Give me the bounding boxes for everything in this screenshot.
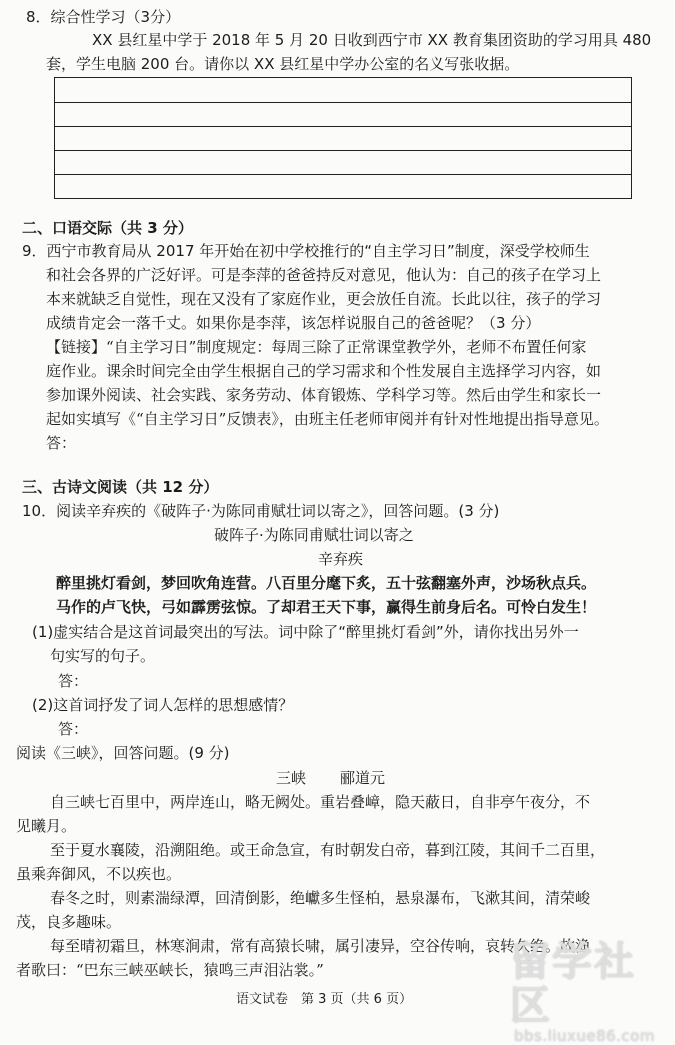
poem-author: 辛弃疾 [318, 550, 364, 568]
section-2-heading: 二、口语交际（共 3 分） [22, 219, 193, 237]
sub-question-1-answer-label: 答： [58, 672, 89, 690]
question-10-prompt: 10．阅读辛弃疾的《破阵子·为陈同甫赋壮词以寄之》，回答问题。(3 分) [22, 502, 500, 520]
poem-title: 破阵子·为陈同甫赋壮词以寄之 [214, 526, 414, 544]
sanxia-paragraph-line: 茂，良多趣味。 [16, 913, 122, 931]
sanxia-paragraph-line: 虽乘奔御风，不以疾也。 [16, 865, 182, 883]
answer-rule-line [55, 126, 631, 127]
sanxia-paragraph-line: 每至晴初霜旦，林寒涧肃，常有高猿长啸，属引凄异，空谷传响，哀转久绝。故渔 [50, 937, 591, 955]
section-3-heading: 三、古诗文阅读（共 12 分） [22, 478, 219, 496]
link-note-line: 【链接】“自主学习日”制度规定：每周三除了正常课堂教学外，老师不布置任何家 [46, 338, 587, 356]
sanxia-title: 三峡 [276, 769, 307, 787]
link-note-line: 庭作业。课余时间完全由学生根据自己的学习需求和个性发展自主选择学习内容，如 [46, 362, 602, 380]
answer-rule-line [55, 150, 631, 151]
sanxia-paragraph-line: 者歌曰：“巴东三峡巫峡长，猿鸣三声泪沾裳。” [16, 961, 324, 979]
sub-question-1-line: 句实写的句子。 [50, 647, 156, 665]
sanxia-prompt: 阅读《三峡》，回答问题。(9 分) [16, 744, 230, 762]
link-note-line: 起如实填写《“自主学习日”反馈表》，由班主任老师审阅并有针对性地提出指导意见。 [46, 410, 609, 428]
sub-question-1-line: (1)虚实结合是这首词最突出的写法。词中除了“醉里挑灯看剑”外，请你找出另外一 [32, 623, 579, 641]
sanxia-paragraph-line: 至于夏水襄陵，沿溯阻绝。或王命急宣，有时朝发白帝，暮到江陵，其间千二百里， [50, 841, 606, 859]
question-9-line: 本来就缺乏自觉性，现在又没有了家庭作业，更会放任自流。长此以往，孩子的学习 [46, 290, 602, 308]
question-8-text-line-2: 套，学生电脑 200 台。请你以 XX 县红星中学办公室的名义写张收据。 [46, 55, 520, 73]
answer-rule-line [55, 174, 631, 175]
watermark-logo: 留学社区 [510, 939, 636, 1029]
sanxia-author: 郦道元 [340, 769, 386, 787]
sanxia-paragraph-line: 见曦月。 [16, 817, 77, 835]
page-footer: 语文试卷 第 3 页（共 6 页） [236, 992, 413, 1007]
sub-question-2: (2)这首词抒发了词人怎样的思想感情？ [32, 696, 294, 714]
sanxia-paragraph-line: 自三峡七百里中，两岸连山，略无阙处。重岩叠嶂，隐天蔽日，自非亭午夜分，不 [50, 793, 591, 811]
poem-line: 马作的卢飞快，弓如霹雳弦惊。了却君王天下事，赢得生前身后名。可怜白发生！ [56, 598, 597, 616]
receipt-answer-box[interactable] [54, 77, 632, 199]
watermark-url: bbs.liuxue86.com [514, 1027, 655, 1045]
question-9-line: 9．西宁市教育局从 2017 年开始在初中学校推行的“自主学习日”制度，深受学校师生 [22, 242, 590, 260]
sub-question-2-answer-label: 答： [58, 720, 89, 738]
link-note-line: 参加课外阅读、社会实践、家务劳动、体育锻炼、学科学习等。然后由学生和家长一 [46, 386, 602, 404]
poem-line: 醉里挑灯看剑，梦回吹角连营。八百里分麾下炙，五十弦翻塞外声，沙场秋点兵。 [56, 574, 597, 592]
question-8-title: 8．综合性学习（3分） [26, 8, 181, 26]
sanxia-paragraph-line: 春冬之时，则素湍绿潭，回清倒影，绝巘多生怪柏，悬泉瀑布，飞漱其间，清荣峻 [50, 889, 591, 907]
question-8-text-line-1: XX 县红星中学于 2018 年 5 月 20 日收到西宁市 XX 教育集团资助的学习用具 480 [92, 31, 652, 49]
question-9-line: 成绩肯定会一落千丈。如果你是李萍，该怎样说服自己的爸爸呢？（3 分） [46, 314, 541, 332]
answer-rule-line [55, 102, 631, 103]
question-9-line: 和社会各界的广泛好评。可是李萍的爸爸持反对意见，他认为：自己的孩子在学习上 [46, 266, 602, 284]
watermark [510, 940, 675, 1044]
question-9-answer-label: 答： [46, 434, 77, 452]
